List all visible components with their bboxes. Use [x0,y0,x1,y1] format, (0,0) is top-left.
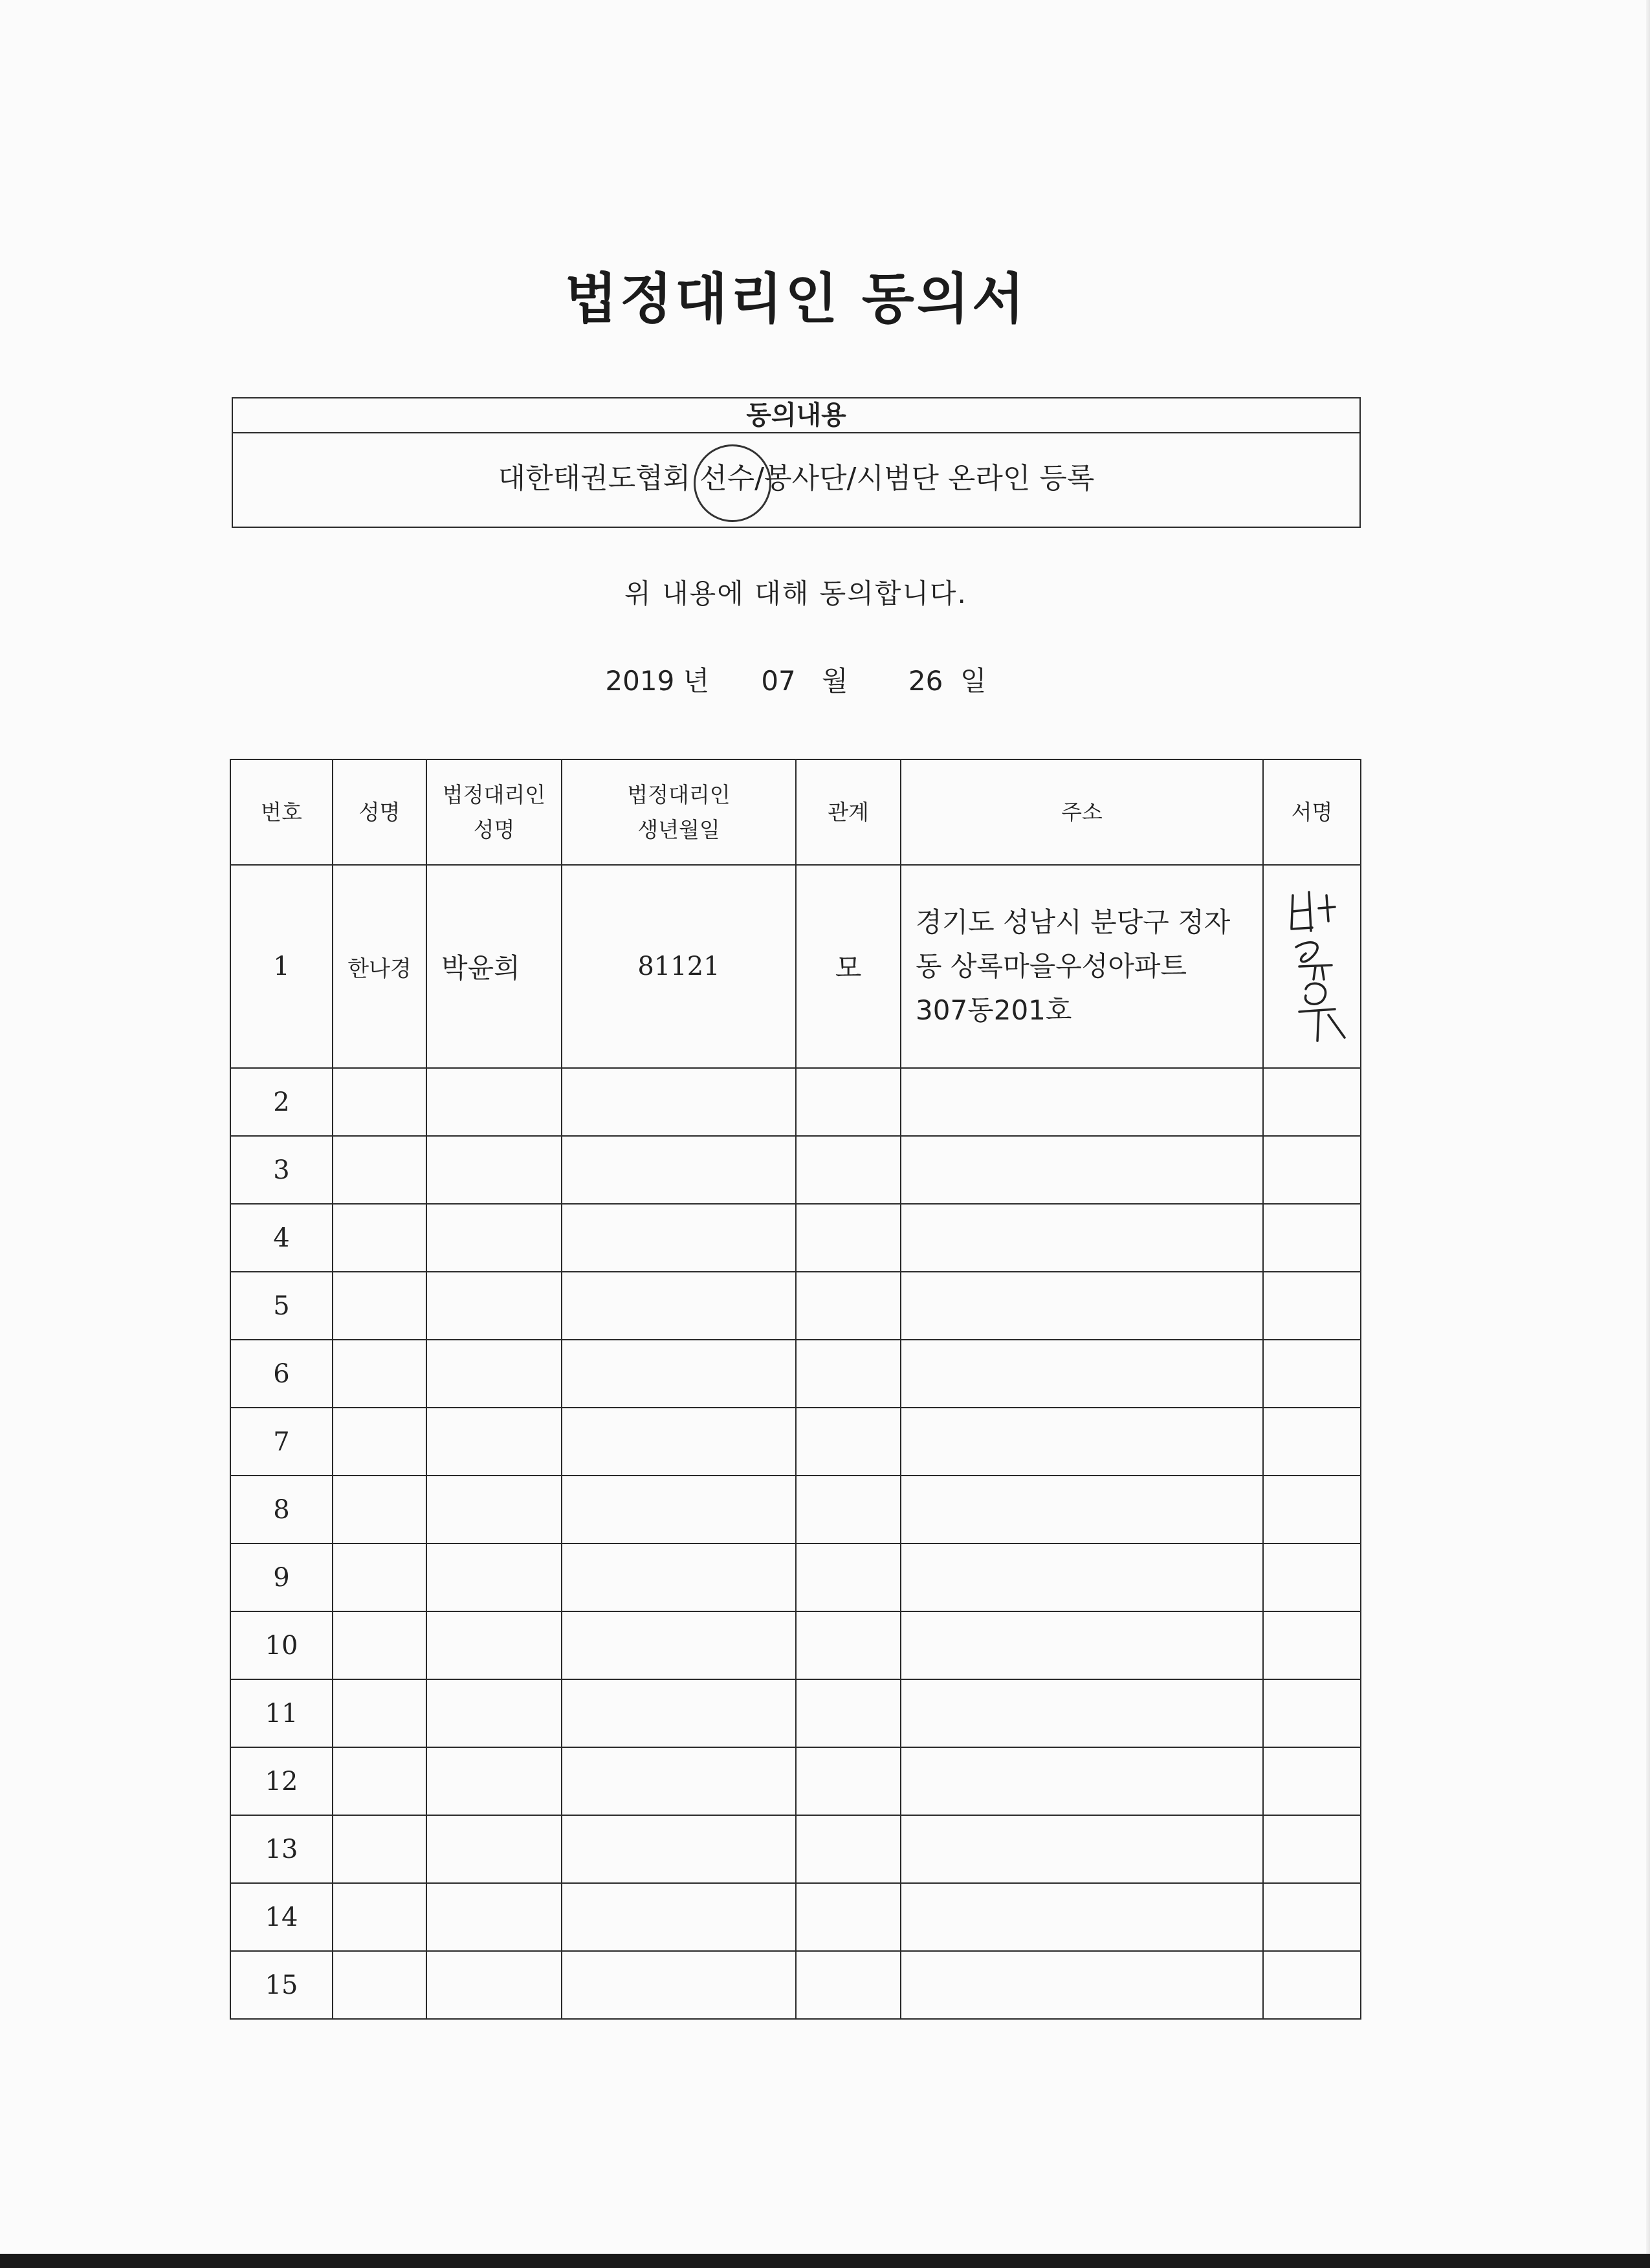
address [901,1951,1263,2019]
relation [796,1204,901,1272]
guardian-name [426,1747,562,1815]
table-row [230,1476,1361,1543]
relation [796,1408,901,1476]
guardian-birth [562,1408,796,1476]
table-row [230,1272,1361,1340]
guardian-name [426,1272,562,1340]
relation [796,1951,901,2019]
student-name [333,1408,426,1476]
signature-cell [1263,1068,1361,1136]
table-row [230,1611,1361,1679]
relation [796,1883,901,1951]
guardian-birth [562,1272,796,1340]
row-number: 12 [230,1747,333,1815]
guardian-birth [562,1340,796,1408]
row-number: 2 [230,1068,333,1136]
table-row [230,1543,1361,1611]
address [901,865,1263,1068]
table-row [230,1747,1361,1815]
guardian-birth [562,1543,796,1611]
signature-cell [1263,1272,1361,1340]
student-name [333,1204,426,1272]
table-row [230,1340,1361,1408]
address [901,1204,1263,1272]
table-row [230,1068,1361,1136]
student-name [333,1340,426,1408]
row-number: 7 [230,1408,333,1476]
guardian-birth [562,1747,796,1815]
header-label: 법정대리인 성명 [442,781,546,842]
row-number: 11 [230,1679,333,1747]
header-address [901,759,1263,865]
signature-cell [1263,1747,1361,1815]
row-number: 3 [230,1136,333,1204]
student-name [333,1272,426,1340]
address [901,1476,1263,1543]
student-name [333,1951,426,2019]
signature-cell [1263,1476,1361,1543]
guardian-name [426,1476,562,1543]
signature-cell [1263,1883,1361,1951]
relation [796,1340,901,1408]
row-number: 10 [230,1611,333,1679]
relation [796,1272,901,1340]
student-name [333,1136,426,1204]
row-number: 15 [230,1951,333,2019]
address [901,1679,1263,1747]
row-number: 8 [230,1476,333,1543]
guardian-name [426,1136,562,1204]
row-number: 4 [230,1204,333,1272]
consent-box [232,397,1361,528]
address [901,1815,1263,1883]
table-row [230,1815,1361,1883]
address [901,1340,1263,1408]
guardian-birth [562,1204,796,1272]
document-title: 법정대리인 동의서 [564,267,1028,331]
guardian-birth [562,1611,796,1679]
relation [796,1476,901,1543]
guardian-name [426,1883,562,1951]
table-row [230,1883,1361,1951]
signature-cell [1263,1204,1361,1272]
scan-edge-bottom [0,2254,1650,2268]
row-number: 6 [230,1340,333,1408]
consent-header: 동의내용 [233,398,1359,433]
guardian-name [426,1068,562,1136]
guardian-birth [562,1476,796,1543]
signature-cell [1263,1679,1361,1747]
student-name: 한나경 [333,865,426,1068]
guardian-name [426,1340,562,1408]
date-line: 2019 년 07 월 26 일 [605,665,987,697]
table-row [230,1136,1361,1204]
header-label: 번호 [261,799,302,825]
relation [796,1543,901,1611]
row-number: 14 [230,1883,333,1951]
student-name [333,1679,426,1747]
header-signature [1263,759,1361,865]
signature-cell [1263,865,1361,1068]
guardian-name [426,1543,562,1611]
signature-cell [1263,1815,1361,1883]
header-label: 법정대리인 생년월일 [627,781,731,842]
table-row [230,1679,1361,1747]
student-name [333,1543,426,1611]
header-label: 주소 [1061,799,1103,825]
relation: 모 [796,865,901,1068]
relation [796,1068,901,1136]
student-name [333,1883,426,1951]
signature-cell [1263,1340,1361,1408]
header-name [333,759,426,865]
guardian-birth [562,1679,796,1747]
header-label: 성명 [358,799,401,825]
signature-cell [1263,1136,1361,1204]
registration-table [230,759,1361,2020]
row-number: 1 [230,865,333,1068]
table-row [230,1408,1361,1476]
guardian-name [426,1951,562,2019]
student-name [333,1068,426,1136]
relation [796,1747,901,1815]
table-row [230,1204,1361,1272]
student-name [333,1476,426,1543]
guardian-name [426,1611,562,1679]
signature-cell [1263,1951,1361,2019]
address [901,1136,1263,1204]
address [901,1611,1263,1679]
guardian-birth [562,1068,796,1136]
relation [796,1611,901,1679]
guardian-birth [562,1883,796,1951]
address [901,1543,1263,1611]
signature-cell [1263,1408,1361,1476]
guardian-name [426,1408,562,1476]
handwritten-signature [1273,882,1351,1051]
address [901,1883,1263,1951]
header-guardian-name [426,759,562,865]
relation [796,1679,901,1747]
selection-circle-mark [694,444,771,522]
student-name [333,1815,426,1883]
agreement-statement: 위 내용에 대해 동의합니다. [624,578,967,609]
guardian-birth [562,1136,796,1204]
guardian-birth: 81121 [562,865,796,1068]
header-label: 관계 [828,799,869,825]
header-guardian-birth [562,759,796,865]
table-header-row [230,759,1361,865]
header-label: 서명 [1291,799,1333,825]
guardian-name [426,1815,562,1883]
guardian-name: 박윤희 [426,865,562,1068]
signature-cell [1263,1543,1361,1611]
guardian-name [426,1679,562,1747]
student-name [333,1747,426,1815]
header-relation [796,759,901,865]
consent-text: 대한태권도협회 선수/봉사단/시범단 온라인 등록 [498,462,1095,495]
address [901,1272,1263,1340]
address [901,1068,1263,1136]
scan-edge-right [1646,0,1650,2268]
address [901,1408,1263,1476]
address-text: 경기도 성남시 분당구 정자 동 상록마을우성아파트 307동201호 [916,906,1231,1026]
guardian-birth [562,1951,796,2019]
row-number: 13 [230,1815,333,1883]
row-number: 9 [230,1543,333,1611]
row-number: 5 [230,1272,333,1340]
relation [796,1136,901,1204]
signature-cell [1263,1611,1361,1679]
address [901,1747,1263,1815]
student-name [333,1611,426,1679]
table-row [230,865,1361,1068]
relation [796,1815,901,1883]
header-number [230,759,333,865]
table-row [230,1951,1361,2019]
guardian-name [426,1204,562,1272]
guardian-birth [562,1815,796,1883]
